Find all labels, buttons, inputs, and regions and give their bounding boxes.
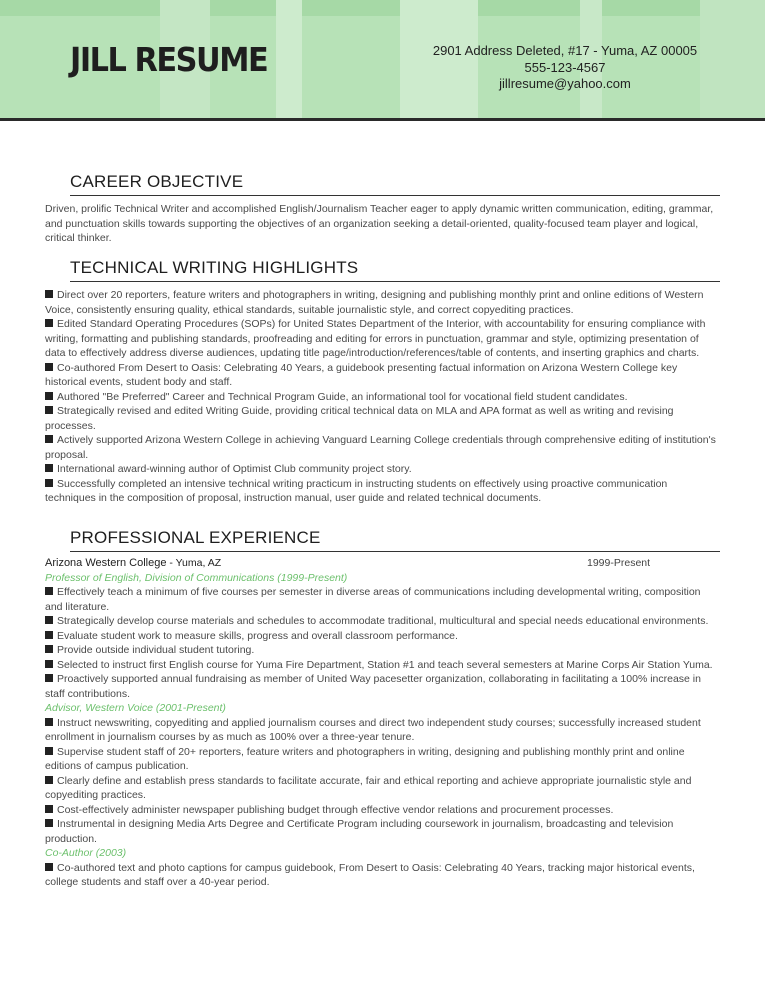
bullet-item — [45, 861, 717, 890]
bullet-item — [45, 803, 717, 818]
square-bullet-icon — [45, 435, 53, 443]
bullet-text: Effectively teach a minimum of five courses per semester in diverse areas of communications including developmental writing, composition and literature. — [45, 586, 701, 613]
bullet-text: Strategically revised and edited Writing Guide, providing critical technical data on MLA and APA format as well as writing and revising processes. — [45, 405, 674, 432]
career-objective-text — [45, 202, 717, 246]
square-bullet-icon — [45, 747, 53, 755]
bullet-text: Supervise student staff of 20+ reporters, feature writers and photographers in writing, designing and publishing monthly print and online editions of campus publication. — [45, 745, 685, 772]
square-bullet-icon — [45, 718, 53, 726]
square-bullet-icon — [45, 319, 53, 327]
bullet-text: Direct over 20 reporters, feature writers and photographers in writing, designing and publishing monthly print and online editions of Western Voice, consistently ensuring quality, ethical standards, suitable journalistic style, and correct copyediting practices. — [45, 289, 704, 316]
header-stripe — [276, 0, 302, 118]
role-title: Co-Author (2003) — [45, 847, 127, 859]
bullet-item — [45, 745, 717, 774]
bullet-text: Authored "Be Preferred" Career and Technical Program Guide, an informational tool for vocational field student candidates. — [57, 390, 628, 403]
header-rule — [0, 118, 765, 121]
phone: 555-123-4567 — [524, 59, 606, 75]
contact-info — [420, 43, 710, 93]
bullet-text: Selected to instruct first English course for Yuma Fire Department, Station #1 and teach several semesters at Marine Corps Air Station Yuma. — [57, 658, 713, 671]
square-bullet-icon — [45, 616, 53, 624]
bullet-text: Actively supported Arizona Western College in achieving Vanguard Learning College credentials through comprehensive editing of institution's proposal. — [45, 434, 716, 461]
bullet-text: Successfully completed an intensive technical writing practicum in instructing students on effectively using proactive communication techniques in the composition of proposal, instruction manual, user guide and related technical documents. — [45, 477, 668, 504]
square-bullet-icon — [45, 805, 53, 813]
divider — [70, 551, 720, 552]
square-bullet-icon — [45, 819, 53, 827]
square-bullet-icon — [45, 392, 53, 400]
bullet-item — [45, 462, 717, 477]
bullet-item — [45, 433, 717, 462]
experience-section — [45, 556, 717, 890]
divider — [70, 195, 720, 196]
bullet-text: Cost-effectively administer newspaper publishing budget through effective vendor relations and procurement processes. — [57, 803, 614, 816]
header-top-band — [0, 0, 765, 16]
square-bullet-icon — [45, 290, 53, 298]
employer-line — [45, 556, 717, 571]
square-bullet-icon — [45, 587, 53, 595]
bullet-text: International award-winning author of Optimist Club community project story. — [57, 463, 412, 475]
bullet-item — [45, 288, 717, 317]
candidate-name: JILL RESUME — [70, 40, 268, 79]
bullet-item — [45, 817, 717, 846]
divider — [70, 281, 720, 282]
bullet-text: Edited Standard Operating Procedures (SOPs) for United States Department of the Interior, with accountability for ensuring compliance with writing, formatting and publishing standards, proofreading and editing for errors in punctuation, grammar and style, optimizing presentation of data to effectively address diverse audiences, updating title page/introduction/references/table of contents, and inserting graphics and charts. — [45, 318, 706, 359]
bullet-text: Instruct newswriting, copyediting and applied journalism courses and direct two independent study courses; successfully increased student enrollment in journalism courses by as much as 100% over a three-year tenure. — [45, 716, 701, 743]
square-bullet-icon — [45, 631, 53, 639]
bullet-text: Clearly define and establish press standards to facilitate accurate, fair and ethical reporting and achieve appropriate journalistic style and copyediting practices. — [45, 774, 692, 801]
bullet-text: Co-authored text and photo captions for campus guidebook, From Desert to Oasis: Celebrating 40 Years, tracking major historical events, college students and staff over a 40-year period. — [45, 861, 695, 888]
bullet-item — [45, 477, 717, 506]
heading-experience: PROFESSIONAL EXPERIENCE — [70, 528, 321, 547]
bullet-item — [45, 390, 717, 405]
bullet-item — [45, 774, 717, 803]
square-bullet-icon — [45, 645, 53, 653]
bullet-item — [45, 404, 717, 433]
bullet-item — [45, 716, 717, 745]
bullet-item — [45, 585, 717, 614]
square-bullet-icon — [45, 363, 53, 371]
heading-highlights: TECHNICAL WRITING HIGHLIGHTS — [70, 258, 359, 277]
bullet-item — [45, 317, 717, 361]
square-bullet-icon — [45, 776, 53, 784]
bullet-item — [45, 643, 717, 658]
email-link[interactable]: jillresume@yahoo.com — [499, 76, 631, 91]
role-title: Advisor, Western Voice (2001-Present) — [45, 702, 226, 714]
address: 2901 Address Deleted, #17 - Yuma, AZ 00005 — [432, 43, 698, 58]
bullet-text: Provide outside individual student tutoring. — [57, 644, 255, 656]
bullet-item — [45, 614, 717, 629]
employment-dates: 1999-Present — [587, 557, 651, 569]
highlights-list — [45, 288, 717, 506]
roles-list — [45, 571, 717, 890]
square-bullet-icon — [45, 464, 53, 472]
bullet-text: Instrumental in designing Media Arts Degree and Certificate Program including coursework in journalism, broadcasting and television production. — [45, 818, 674, 845]
bullet-text: Co-authored From Desert to Oasis: Celebrating 40 Years, a guidebook presenting factual information on Arizona Western College key historical events, student body and staff. — [45, 361, 678, 388]
bullet-item — [45, 672, 717, 701]
bullet-text: Proactively supported annual fundraising as member of United Way pacesetter organization, collaborating in facilitating a 100% increase in staff contributions. — [45, 673, 701, 700]
square-bullet-icon — [45, 406, 53, 414]
heading-career-objective: CAREER OBJECTIVE — [70, 172, 244, 191]
bullet-item — [45, 629, 717, 644]
employer-name: Arizona Western College — [45, 557, 167, 569]
objective-paragraph: Driven, prolific Technical Writer and accomplished English/Journalism Teacher eager to apply dynamic written communication, editing, grammar, and punctuation skills towards supporting the objectives of an organization seeking a detail-oriented, quality-focused team player and logical, critical thinker. — [45, 203, 714, 244]
square-bullet-icon — [45, 660, 53, 668]
bullet-item — [45, 361, 717, 390]
bullet-item — [45, 658, 717, 673]
square-bullet-icon — [45, 863, 53, 871]
bullet-text: Strategically develop course materials and schedules to accommodate traditional, multicultural and special needs educational environments. — [57, 615, 709, 627]
role-title: Professor of English, Division of Communications (1999-Present) — [45, 571, 348, 584]
square-bullet-icon — [45, 479, 53, 487]
bullet-text: Evaluate student work to measure skills, progress and overall classroom performance. — [57, 629, 458, 642]
employer-location: - Yuma, AZ — [166, 557, 222, 569]
square-bullet-icon — [45, 674, 53, 682]
